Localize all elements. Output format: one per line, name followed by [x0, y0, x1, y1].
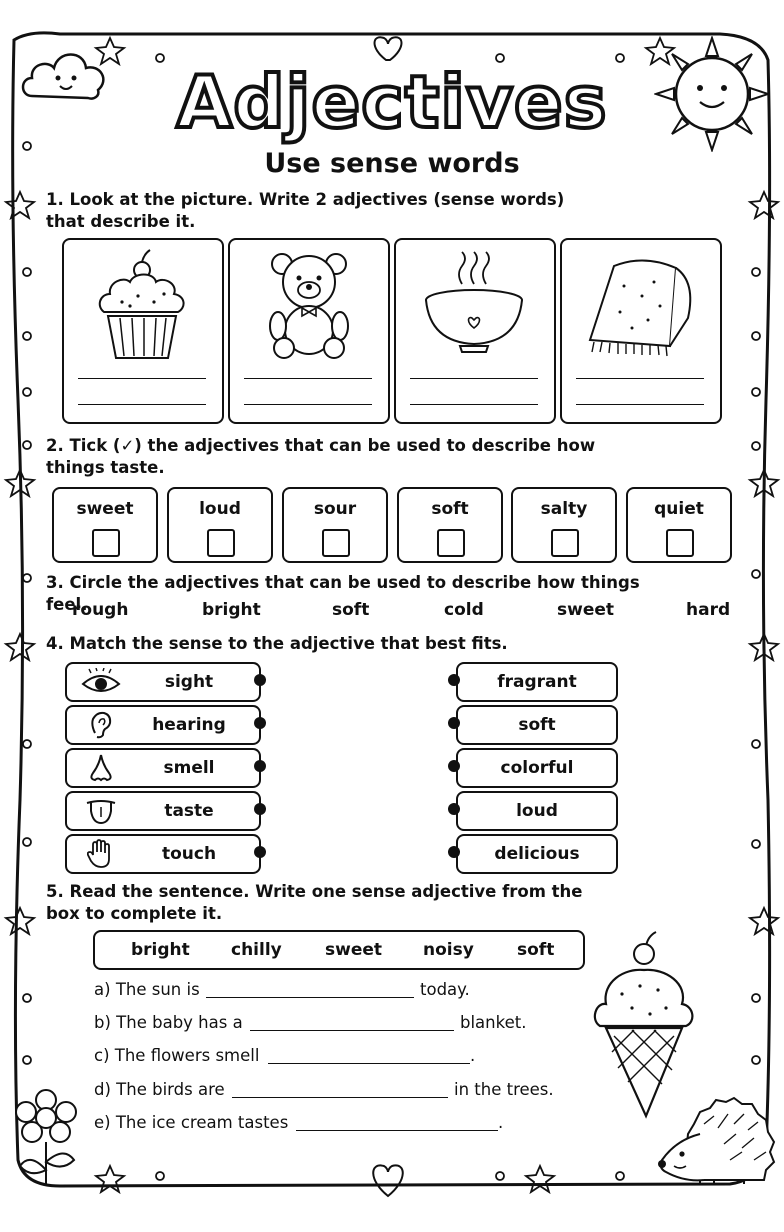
page-title: Adjectives [176, 60, 608, 144]
circle-word[interactable]: sweet [557, 600, 615, 620]
match-dot[interactable] [448, 717, 460, 729]
sentence-d: d) The birds are [94, 1080, 225, 1099]
checkbox[interactable] [207, 529, 235, 557]
sense-pill-smell: smell [65, 748, 261, 788]
answer-line[interactable] [78, 378, 206, 379]
match-dot[interactable] [254, 674, 266, 686]
answer-blank[interactable] [232, 1097, 448, 1098]
checkbox[interactable] [92, 529, 120, 557]
adjective-pill: fragrant [456, 662, 618, 702]
sentence-e: e) The ice cream tastes [94, 1113, 289, 1132]
circle-word[interactable]: bright [202, 600, 261, 620]
tick-card: salty [511, 487, 617, 563]
sentence-b: b) The baby has a [94, 1013, 243, 1032]
tick-card: quiet [626, 487, 732, 563]
circle-word[interactable]: soft [332, 600, 370, 620]
answer-line[interactable] [410, 378, 538, 379]
hand-icon [87, 839, 115, 869]
sentence-a: a) The sun is [94, 980, 200, 999]
tick-card: loud [167, 487, 273, 563]
sense-pill-touch: touch [65, 834, 261, 874]
sense-pill-taste: taste [65, 791, 261, 831]
picture-card-teddy-bear [228, 238, 390, 424]
answer-line[interactable] [576, 378, 704, 379]
nose-icon [87, 753, 115, 783]
question-3: 3. Circle the adjectives that can be used to describe how things feel. [46, 573, 640, 614]
checkbox[interactable] [322, 529, 350, 557]
page-subtitle: Use sense words [264, 148, 520, 179]
match-dot[interactable] [448, 674, 460, 686]
cupcake-icon [94, 246, 190, 362]
question-1: 1. Look at the picture. Write 2 adjectives (sense words) that describe it. [46, 190, 565, 231]
question-5: 5. Read the sentence. Write one sense adjective from the box to complete it. [46, 882, 583, 923]
answer-blank[interactable] [268, 1063, 470, 1064]
question-2: 2. Tick (✓) the adjectives that can be used to describe how things taste. [46, 436, 596, 477]
hedgehog-icon [654, 1094, 776, 1186]
adjective-pill: delicious [456, 834, 618, 874]
tick-card: sour [282, 487, 388, 563]
blanket-icon [584, 256, 698, 360]
picture-card-blanket [560, 238, 722, 424]
sense-pill-sight: sight [65, 662, 261, 702]
soup-bowl-icon [422, 250, 526, 356]
tick-card: soft [397, 487, 503, 563]
sense-pill-hearing: hearing [65, 705, 261, 745]
adjective-pill: soft [456, 705, 618, 745]
circle-word[interactable]: cold [444, 600, 484, 620]
answer-blank[interactable] [206, 997, 414, 998]
question-4: 4. Match the sense to the adjective that best fits. [46, 634, 508, 653]
circle-word[interactable]: rough [72, 600, 129, 620]
answer-line[interactable] [78, 404, 206, 405]
checkbox[interactable] [666, 529, 694, 557]
picture-card-cupcake [62, 238, 224, 424]
answer-line[interactable] [410, 404, 538, 405]
ear-icon [89, 711, 113, 739]
match-dot[interactable] [254, 760, 266, 772]
answer-line[interactable] [244, 404, 372, 405]
tick-card: sweet [52, 487, 158, 563]
checkbox[interactable] [437, 529, 465, 557]
flower-icon [10, 1086, 82, 1190]
match-dot[interactable] [254, 846, 266, 858]
circle-word[interactable]: hard [686, 600, 731, 620]
eye-icon [81, 668, 121, 696]
match-dot[interactable] [448, 846, 460, 858]
sentence-c: c) The flowers smell [94, 1046, 260, 1065]
answer-blank[interactable] [296, 1130, 498, 1131]
adjective-pill: loud [456, 791, 618, 831]
word-box: bright chilly sweet noisy soft [93, 930, 585, 970]
answer-line[interactable] [244, 378, 372, 379]
match-dot[interactable] [448, 760, 460, 772]
match-dot[interactable] [254, 717, 266, 729]
teddy-bear-icon [264, 248, 354, 360]
adjective-pill: colorful [456, 748, 618, 788]
answer-line[interactable] [576, 404, 704, 405]
picture-card-soup-bowl [394, 238, 556, 424]
match-dot[interactable] [448, 803, 460, 815]
match-dot[interactable] [254, 803, 266, 815]
tongue-icon [85, 797, 117, 825]
checkbox[interactable] [551, 529, 579, 557]
answer-blank[interactable] [250, 1030, 454, 1031]
